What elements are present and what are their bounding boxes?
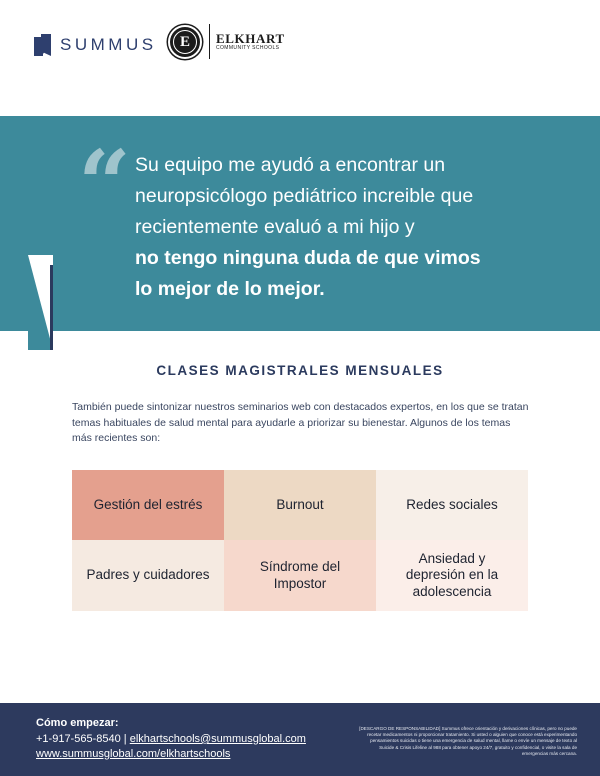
section-title: CLASES MAGISTRALES MENSUALES	[156, 363, 444, 378]
elkhart-wordmark: ELKHART	[216, 31, 285, 46]
elkhart-seal-icon: E	[168, 25, 202, 59]
quote-bold-line: no tengo ninguna duda de que vimos	[135, 247, 481, 269]
logo-divider	[209, 24, 210, 59]
section-intro: También puede sintonizar nuestros seminarios web con destacados expertos, en los que se tratan temas habituales de salud mental para ayudarle a priorizar su bienestar. Algunos de los temas más recientes son:	[72, 401, 529, 444]
quote-line: Su equipo me ayudó a encontrar un	[135, 154, 446, 176]
page-footer	[0, 703, 600, 776]
topic-cell: Burnout	[224, 470, 376, 540]
topic-cell: Ansiedad y depresión en la adolescencia	[376, 540, 528, 611]
quote-mark-icon: “	[78, 130, 131, 238]
website-link[interactable]: www.summusglobal.com/elkhartschools	[36, 748, 231, 760]
topic-cell: Síndrome del Impostor	[224, 540, 376, 611]
contact-separator: |	[120, 733, 130, 745]
topic-cell: Gestión del estrés	[72, 470, 224, 540]
elkhart-subtitle: COMMUNITY SCHOOLS	[216, 45, 280, 51]
summus-wordmark: SUMMUS	[60, 35, 157, 54]
page-header	[0, 0, 600, 115]
quote-line: neuropsicólogo pediátrico increible que	[135, 185, 474, 207]
topics-grid	[72, 470, 528, 611]
email-link[interactable]: elkhartschools@summusglobal.com	[129, 733, 306, 745]
disclaimer-text: [DESCARGO DE RESPONSABILIDAD] Summus ofrece orientación y derivaciones clínicas, pero no puede recetar medicamentos ni proporcionar tratamiento. Si usted o alguien que conoce está experimentando pensamientos suicidas o tiene una emergencia de salud mental, llame o envíe un mensaje de texto al Suicide & Crisis Lifeline al 988 para obtener apoyo 24/7, gratuito y confidencial, o visite la sala de emergencias más cercana.	[359, 726, 577, 756]
summus-mark-icon	[34, 34, 51, 56]
contact-line	[36, 733, 306, 745]
quote-line: recientemente evaluó a mi hijo y	[135, 216, 415, 238]
summus-logo	[34, 34, 157, 56]
quote-bold-line: lo mejor de lo mejor.	[135, 278, 325, 300]
testimonial-quote	[135, 150, 555, 305]
banner-tab-accent	[50, 265, 53, 350]
phone-number: +1-917-565-8540	[36, 733, 121, 745]
topic-cell: Padres y cuidadores	[72, 540, 224, 611]
footer-heading: Cómo empezar:	[36, 717, 119, 729]
topic-cell: Redes sociales	[376, 470, 528, 540]
